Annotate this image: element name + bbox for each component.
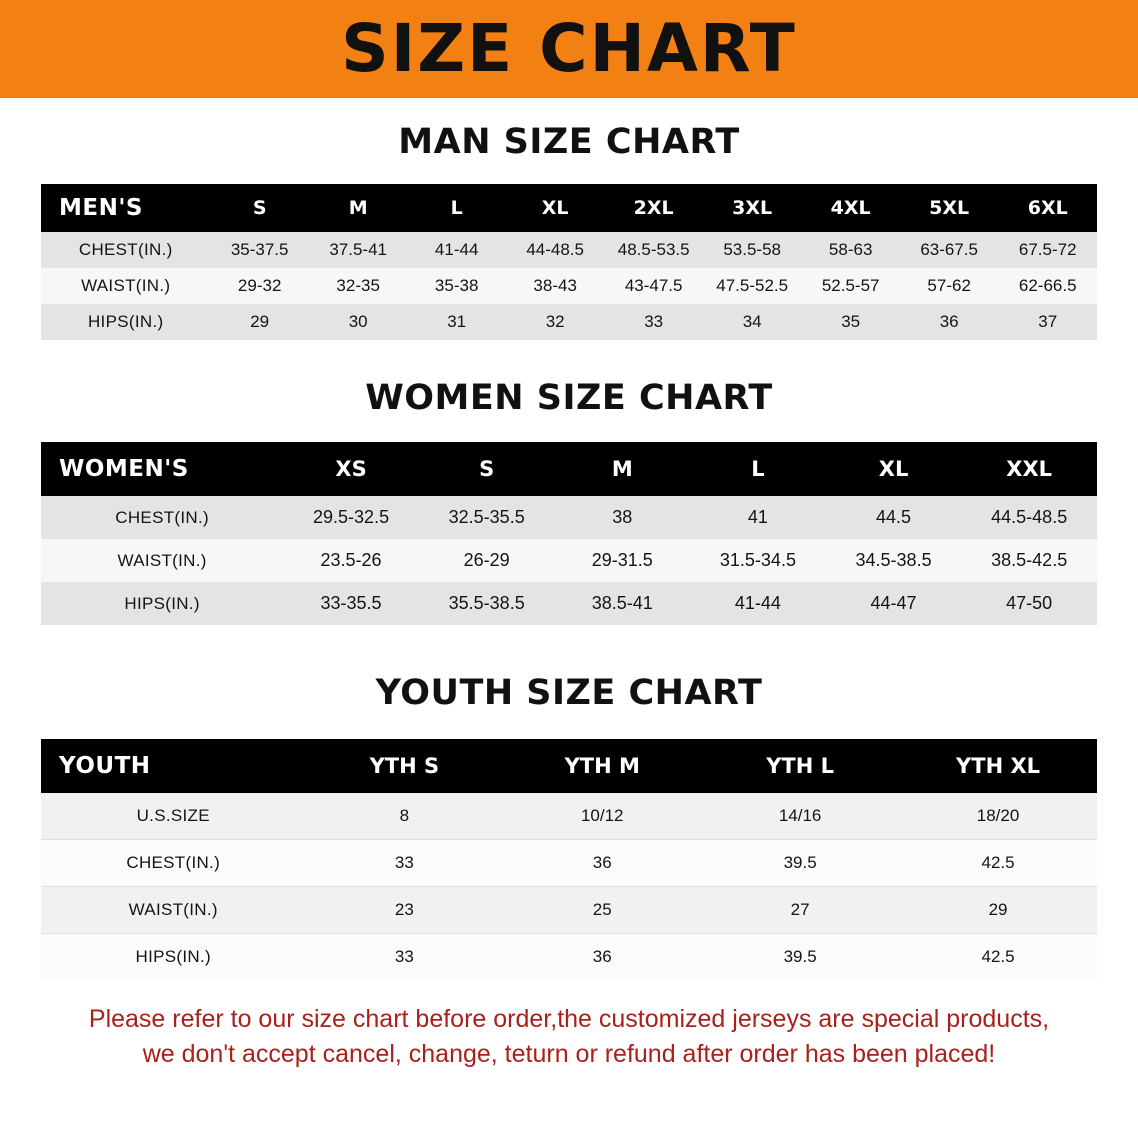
- men-header-col-8: 5XL: [900, 184, 999, 232]
- men-cell: 29: [210, 304, 309, 340]
- women-cell: 34.5-38.5: [826, 539, 962, 582]
- youth-section-title: YOUTH SIZE CHART: [375, 673, 763, 713]
- women-cell: 35.5-38.5: [419, 582, 555, 625]
- women-cell: 23.5-26: [283, 539, 419, 582]
- men-cell: 35-37.5: [210, 232, 309, 268]
- women-row-label: WAIST(IN.): [41, 539, 283, 582]
- men-cell: 29-32: [210, 268, 309, 304]
- youth-cell: 27: [701, 887, 899, 934]
- men-row-label: WAIST(IN.): [41, 268, 210, 304]
- men-header-col-9: 6XL: [998, 184, 1097, 232]
- women-cell: 44-47: [826, 582, 962, 625]
- women-cell: 44.5-48.5: [961, 496, 1097, 539]
- men-row-label: CHEST(IN.): [41, 232, 210, 268]
- men-cell: 34: [703, 304, 802, 340]
- table-row: [41, 232, 1097, 268]
- youth-table-body: [41, 793, 1097, 980]
- header-banner: [0, 0, 1138, 98]
- table-row: [41, 496, 1097, 539]
- women-cell: 38.5-41: [554, 582, 690, 625]
- women-cell: 47-50: [961, 582, 1097, 625]
- youth-header-col-1: YTH S: [305, 739, 503, 793]
- men-cell: 57-62: [900, 268, 999, 304]
- men-cell: 35-38: [407, 268, 506, 304]
- women-header-col-3: M: [554, 442, 690, 496]
- men-cell: 63-67.5: [900, 232, 999, 268]
- women-header-rowlabel: WOMEN'S: [41, 442, 283, 496]
- table-row: [41, 539, 1097, 582]
- youth-cell: 29: [899, 887, 1097, 934]
- youth-row-label: HIPS(IN.): [41, 934, 305, 981]
- women-cell: 44.5: [826, 496, 962, 539]
- table-row: [41, 887, 1097, 934]
- youth-header-rowlabel: YOUTH: [41, 739, 305, 793]
- youth-cell: 39.5: [701, 934, 899, 981]
- women-cell: 29-31.5: [554, 539, 690, 582]
- youth-row-label: WAIST(IN.): [41, 887, 305, 934]
- men-header-col-7: 4XL: [801, 184, 900, 232]
- man-table-wrap: [0, 184, 1138, 340]
- men-cell: 32: [506, 304, 605, 340]
- men-header-col-3: L: [407, 184, 506, 232]
- men-cell: 30: [309, 304, 408, 340]
- youth-cell: 25: [503, 887, 701, 934]
- youth-cell: 8: [305, 793, 503, 840]
- men-cell: 32-35: [309, 268, 408, 304]
- men-cell: 37.5-41: [309, 232, 408, 268]
- women-cell: 32.5-35.5: [419, 496, 555, 539]
- youth-cell: 36: [503, 934, 701, 981]
- men-cell: 47.5-52.5: [703, 268, 802, 304]
- men-cell: 33: [604, 304, 703, 340]
- men-cell: 38-43: [506, 268, 605, 304]
- women-header-col-6: XXL: [961, 442, 1097, 496]
- women-table-wrap: [0, 442, 1138, 625]
- men-cell: 31: [407, 304, 506, 340]
- women-header-col-5: XL: [826, 442, 962, 496]
- youth-header-col-4: YTH XL: [899, 739, 1097, 793]
- women-table-body: [41, 496, 1097, 625]
- women-size-table: [41, 442, 1097, 625]
- table-row: [41, 934, 1097, 981]
- youth-row-label: U.S.SIZE: [41, 793, 305, 840]
- table-row: [41, 582, 1097, 625]
- youth-cell: 23: [305, 887, 503, 934]
- men-cell: 62-66.5: [998, 268, 1097, 304]
- men-row-label: HIPS(IN.): [41, 304, 210, 340]
- man-table-body: [41, 232, 1097, 340]
- men-cell: 35: [801, 304, 900, 340]
- table-row: [41, 840, 1097, 887]
- table-header-row: [41, 739, 1097, 793]
- women-cell: 41: [690, 496, 826, 539]
- youth-cell: 33: [305, 934, 503, 981]
- men-cell: 43-47.5: [604, 268, 703, 304]
- men-cell: 53.5-58: [703, 232, 802, 268]
- youth-row-label: CHEST(IN.): [41, 840, 305, 887]
- youth-cell: 36: [503, 840, 701, 887]
- youth-size-table: [41, 739, 1097, 980]
- women-cell: 38.5-42.5: [961, 539, 1097, 582]
- youth-cell: 33: [305, 840, 503, 887]
- footer-note-line-1: Please refer to our size chart before order,the customized jerseys are special products,: [88, 1005, 1050, 1033]
- man-size-table: [41, 184, 1097, 340]
- women-header-col-1: XS: [283, 442, 419, 496]
- youth-cell: 42.5: [899, 934, 1097, 981]
- women-section-title: WOMEN SIZE CHART: [365, 378, 773, 418]
- page-title: SIZE CHART: [341, 10, 797, 87]
- man-section-title: MAN SIZE CHART: [398, 122, 740, 162]
- men-header-rowlabel: MEN'S: [41, 184, 210, 232]
- footer-note: [40, 1002, 1098, 1071]
- women-header-col-4: L: [690, 442, 826, 496]
- women-cell: 29.5-32.5: [283, 496, 419, 539]
- youth-cell: 10/12: [503, 793, 701, 840]
- youth-table-wrap: [0, 739, 1138, 980]
- men-cell: 44-48.5: [506, 232, 605, 268]
- table-header-row: [41, 442, 1097, 496]
- table-header-row: [41, 184, 1097, 232]
- women-cell: 26-29: [419, 539, 555, 582]
- youth-cell: 18/20: [899, 793, 1097, 840]
- men-cell: 48.5-53.5: [604, 232, 703, 268]
- men-cell: 67.5-72: [998, 232, 1097, 268]
- men-cell: 58-63: [801, 232, 900, 268]
- youth-cell: 14/16: [701, 793, 899, 840]
- women-row-label: HIPS(IN.): [41, 582, 283, 625]
- men-cell: 37: [998, 304, 1097, 340]
- men-cell: 36: [900, 304, 999, 340]
- youth-cell: 42.5: [899, 840, 1097, 887]
- men-header-col-5: 2XL: [604, 184, 703, 232]
- table-row: [41, 304, 1097, 340]
- youth-cell: 39.5: [701, 840, 899, 887]
- man-table-head: [41, 184, 1097, 232]
- men-header-col-4: XL: [506, 184, 605, 232]
- table-row: [41, 268, 1097, 304]
- men-cell: 41-44: [407, 232, 506, 268]
- men-header-col-1: S: [210, 184, 309, 232]
- youth-table-head: [41, 739, 1097, 793]
- men-header-col-2: M: [309, 184, 408, 232]
- women-cell: 41-44: [690, 582, 826, 625]
- women-header-col-2: S: [419, 442, 555, 496]
- footer-note-line-2: we don't accept cancel, change, teturn or refund after order has been placed!: [142, 1039, 996, 1068]
- men-header-col-6: 3XL: [703, 184, 802, 232]
- women-row-label: CHEST(IN.): [41, 496, 283, 539]
- women-cell: 33-35.5: [283, 582, 419, 625]
- women-cell: 38: [554, 496, 690, 539]
- youth-header-col-2: YTH M: [503, 739, 701, 793]
- youth-header-col-3: YTH L: [701, 739, 899, 793]
- table-row: [41, 793, 1097, 840]
- men-cell: 52.5-57: [801, 268, 900, 304]
- women-table-head: [41, 442, 1097, 496]
- women-cell: 31.5-34.5: [690, 539, 826, 582]
